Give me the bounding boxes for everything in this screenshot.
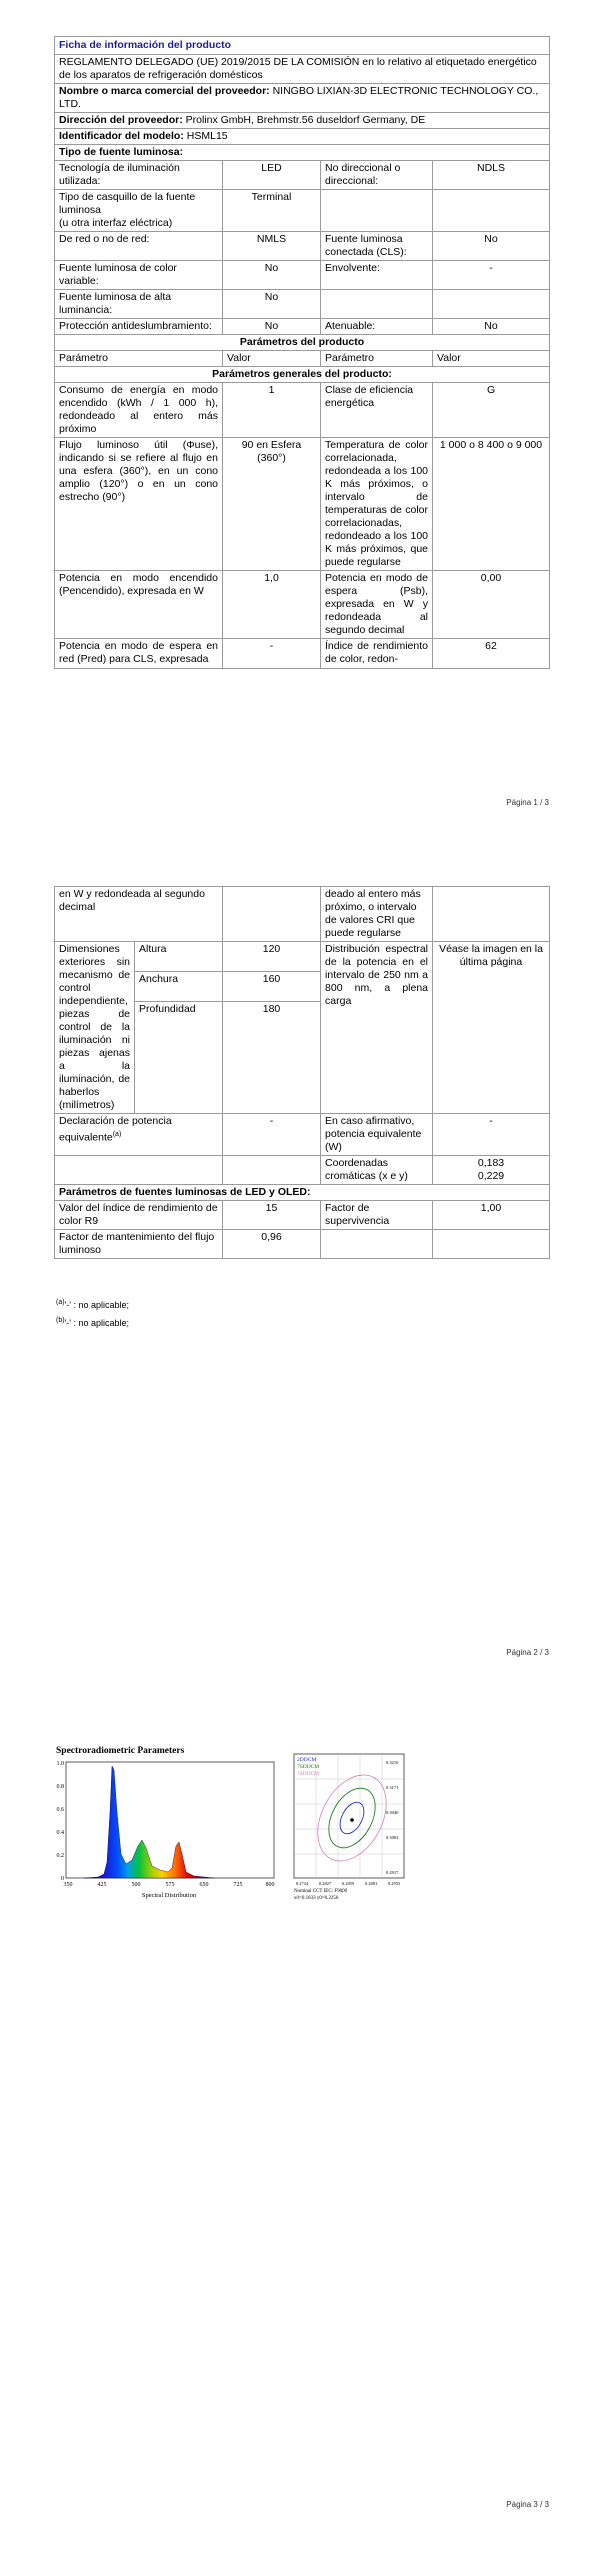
chroma-x: 0,183 [477,1157,505,1169]
cell-label [55,190,223,232]
y-tick-label: 0.2917 [386,1870,399,1875]
cell-label: Valor del índice de rendimiento de color R9 [55,1201,223,1230]
cell-value: - [223,1114,321,1156]
page-number: Página 3 / 3 [506,2500,549,2509]
y-tick-label: 0.3003 [386,1835,399,1840]
cell-label: No direccional o direccional: [321,161,433,190]
cell-value: No [223,290,321,319]
cell-label: Atenuable: [321,319,433,335]
cell-value: G [433,383,550,438]
chroma-label: Coordenadas cromáticas (x e y) [321,1156,433,1185]
cell-label: Potencia en modo de espera (Psb), expresada en W y redondeada al segundo decimal [321,571,433,639]
chroma-y: 0,229 [477,1170,505,1182]
cell-label: en W y redondeada al segundo decimal [55,887,223,942]
chromaticity-point [350,1818,354,1822]
depth-label: Profundidad [135,1002,223,1114]
source-type-heading: Tipo de fuente luminosa: [55,145,550,161]
cell-label: Factor de mantenimiento del flujo luminoso [55,1230,223,1259]
cell-label: Potencia en modo de espera en red (Pred) para CLS, expresada [55,639,223,669]
cell-value: - [433,261,550,290]
footnote-mark: (a) [112,1131,122,1138]
plot-frame [66,1762,274,1878]
supplier-name-row [55,84,550,113]
table-row [55,571,550,639]
x-tick-label: 575 [165,1882,175,1888]
depth-value: 180 [223,1002,321,1114]
cell-value: NMLS [223,232,321,261]
y-tick-label: 0.2 [56,1853,64,1859]
table-row [55,1230,550,1259]
spd-label: Distribución espectral de la potencia en el intervalo de 250 nm a 800 nm, a plena carga [321,942,433,1114]
cell-value [433,1230,550,1259]
cell-value: 1,0 [223,571,321,639]
cell-value: 15 [223,1201,321,1230]
page-title: Ficha de información del producto [55,37,550,55]
height-value: 120 [223,942,321,972]
cell-label [55,1114,223,1156]
equiv-power-label: Declaración de potencia equivalente [59,1115,172,1144]
cell-label: En caso afirmativo, potencia equivalente (W) [321,1114,433,1156]
product-info-table-page2 [54,886,550,1259]
cell-value: 1 000 o 8 400 o 9 000 [433,438,550,571]
table-row [55,290,550,319]
cell-label: Factor de supervivencia [321,1201,433,1230]
cell-value: - [223,639,321,669]
footnote-text: '-' : no aplicable; [64,1318,130,1328]
figure-title: Spectroradiometric Parameters [56,1746,185,1756]
cap-type-sublabel: (u otra interfaz eléctrica) [59,217,173,229]
cell-label: deado al entero más próximo, o intervalo de valores CRI que puede regularse [321,887,433,942]
cie-caption: Nominal CCT IEC: F9000 [294,1889,348,1894]
spectral-chart [54,1742,284,1902]
y-tick-label: 0.3040 [386,1810,399,1815]
column-header: Parámetro [55,351,223,367]
y-tick-label: 0.3210 [386,1760,399,1765]
cell-value: LED [223,161,321,190]
footnote-text: '-' : no aplicable; [64,1300,130,1310]
table-row [55,161,550,190]
table-row [55,639,550,669]
x-tick-label: 500 [131,1882,141,1888]
footnote-mark: (b) [56,1317,65,1324]
table-row [55,1201,550,1230]
led-params-heading: Parámetros de fuentes luminosas de LED y OLED: [55,1185,550,1201]
cap-type-label: Tipo de casquillo de la fuente luminosa [59,191,196,216]
x-tick-labels [64,1882,275,1888]
column-header: Parámetro [321,351,433,367]
model-id-row [55,129,550,145]
height-label: Altura [135,942,223,972]
page-number: Página 1 / 3 [506,798,549,807]
table-row [55,261,550,290]
table-row [55,232,550,261]
supplier-address-label: Dirección del proveedor: [59,114,183,126]
footnote-mark: (a) [56,1299,65,1306]
y-tick-label: 0.8 [56,1784,64,1790]
cell-label: Fuente luminosa de color variable: [55,261,223,290]
y-tick-label: 0.6 [56,1807,64,1813]
cell-empty [55,1156,223,1185]
page-number: Página 2 / 3 [506,1648,549,1657]
cell-value [433,887,550,942]
cell-value: 62 [433,639,550,669]
table-row [55,383,550,438]
cell-label: De red o no de red: [55,232,223,261]
cell-label [321,290,433,319]
cie-figure [290,1752,418,1900]
column-header: Valor [223,351,321,367]
chroma-value [433,1156,550,1185]
cell-label: Fuente luminosa conectada (CLS): [321,232,433,261]
regulation-text: REGLAMENTO DELEGADO (UE) 2019/2015 DE LA COMISIÓN en lo relativo al etiquetado energético de los aparatos de refrigeración domésticos [55,55,550,84]
model-id-label: Identificador del modelo: [59,130,184,142]
cell-label: Clase de eficiencia energética [321,383,433,438]
spectral-figure [54,1742,284,1902]
cell-value: 90 en Esfera (360°) [223,438,321,571]
supplier-address-value: Prolinx GmbH, Brehmstr.56 duseldorf Germany, DE [185,114,426,126]
table-row [55,1156,550,1185]
x-tick-label: 350 [63,1882,73,1888]
table-row [55,438,550,571]
footnote-a [56,1296,129,1312]
x-tick-label: 725 [233,1882,243,1888]
table-row [55,319,550,335]
table-row [55,887,550,942]
cell-value: - [433,1114,550,1156]
x-tick-label: 0.2881 [364,1881,378,1886]
table-row [55,190,550,232]
column-header: Valor [433,351,550,367]
cell-value [433,290,550,319]
cell-value: No [223,261,321,290]
supplier-address-row [55,113,550,129]
cell-value [223,887,321,942]
cell-label: Flujo luminoso útil (Φuse), indicando si se refiere al flujo en una esfera (360°), en un cono amplio (120°) o en un cono estrecho (90°) [55,438,223,571]
product-params-heading: Parámetros del producto [55,335,550,351]
cell-value: 1,00 [433,1201,550,1230]
general-params-heading: Parámetros generales del producto: [55,367,550,383]
supplier-name-value: NINGBO LIXIAN-3D ELECTRONIC TECHNOLOGY CO., LTD. [59,85,539,110]
legend-entry: 2DDCM [297,1757,317,1763]
cell-label: Fuente luminosa de alta luminancia: [55,290,223,319]
cell-label: Protección antideslumbramiento: [55,319,223,335]
cell-value: 1 [223,383,321,438]
table-row [55,942,550,972]
supplier-name-label: Nombre o marca comercial del proveedor: [59,85,270,97]
legend-entry: 7SDDCM [297,1764,320,1770]
cell-label: Temperatura de color correlacionada, redondeada a los 100 K más próximos, o intervalo de temperaturas de color correlacionadas, redondeado a los 100 K más próximos, que puede regularse [321,438,433,571]
cell-label: Tecnología de iluminación utilizada: [55,161,223,190]
y-tick-label: 0.3171 [386,1785,399,1790]
product-info-table-page1 [54,36,550,669]
cell-value: Terminal [223,190,321,232]
footnote-b [56,1314,129,1330]
cell-empty [223,1156,321,1185]
x-tick-label: 0.2955 [387,1881,401,1886]
table-row [55,1114,550,1156]
spd-value: Véase la imagen en la última página [433,942,550,1114]
y-tick-label: 0.4 [56,1830,64,1836]
y-tick-labels [57,1761,65,1882]
cell-value [433,190,550,232]
width-label: Anchura [135,972,223,1002]
cie-legend [297,1757,319,1777]
x-tick-label: 0.2734 [295,1881,309,1886]
x-tick-label: 425 [97,1882,107,1888]
width-value: 160 [223,972,321,1002]
legend-entry: ?SDDCM [297,1771,320,1777]
cell-label: Consumo de energía en modo encendido (kWh / 1 000 h), redondeado al entero más próximo [55,383,223,438]
x-tick-label: 650 [199,1882,209,1888]
cell-label [321,190,433,232]
column-header-row [55,351,550,367]
cell-value: NDLS [433,161,550,190]
cie-x-ticks [296,1881,401,1886]
cell-label: Potencia en modo encendido (Pencendido), expresada en W [55,571,223,639]
x-tick-label: 0.2827 [318,1881,332,1886]
cell-value: No [433,319,550,335]
cie-chart [290,1752,418,1900]
cell-value: No [223,319,321,335]
model-id-value: HSML15 [186,130,228,142]
cell-label: Índice de rendimiento de color, redon- [321,639,433,669]
cell-label [321,1230,433,1259]
cie-coordinates: x0=0.1833 y0=0.2256 [294,1896,339,1900]
y-tick-label: 0 [61,1876,64,1882]
y-tick-label: 1.0 [56,1761,64,1767]
x-tick-label: 0.2859 [341,1881,355,1886]
x-caption: Spectral Distribution [141,1892,197,1899]
cell-value: 0,96 [223,1230,321,1259]
cell-value: 0,00 [433,571,550,639]
x-tick-label: 800 [265,1882,275,1888]
dimensions-label: Dimensiones exteriores sin mecanismo de control independiente, piezas de control de la iluminación ni piezas ajenas a la iluminación, de haberlos (milímetros) [55,942,135,1114]
cell-value: No [433,232,550,261]
cell-label: Envolvente: [321,261,433,290]
